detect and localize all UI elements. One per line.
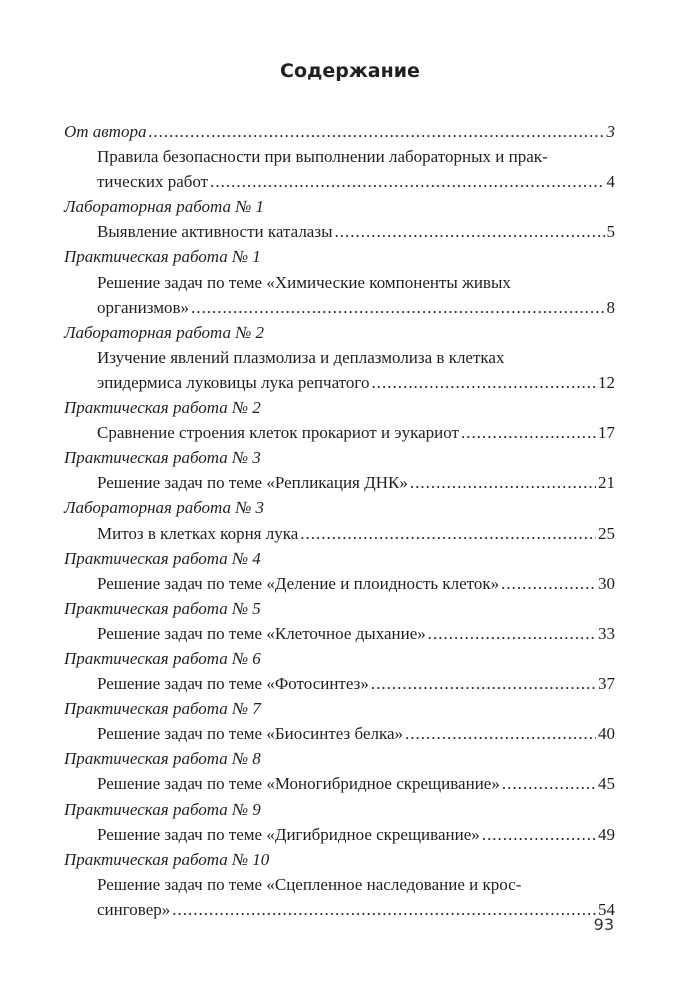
entry-text: организмов» <box>97 297 189 317</box>
entry-text: Выявление активности каталазы <box>97 222 333 242</box>
leader-dots <box>405 721 596 746</box>
toc-entry-line[interactable] <box>64 295 615 320</box>
toc-heading[interactable] <box>64 546 615 571</box>
leader-dots <box>172 897 596 922</box>
page-ref: 5 <box>606 222 615 242</box>
toc-heading[interactable] <box>64 746 615 771</box>
page-ref: 3 <box>606 122 615 141</box>
toc-heading[interactable] <box>64 495 615 520</box>
toc-entry-line[interactable] <box>64 822 615 847</box>
toc-entry-line[interactable] <box>64 571 615 596</box>
heading-text: От автора <box>64 122 147 141</box>
leader-dots <box>371 671 596 696</box>
heading-text: Практическая работа № 1 <box>64 247 261 267</box>
heading-text: Практическая работа № 8 <box>64 749 261 769</box>
heading-text: Лабораторная работа № 1 <box>64 197 265 217</box>
page-number: 93 <box>593 915 614 934</box>
heading-text: Практическая работа № 7 <box>64 699 261 719</box>
page-ref: 37 <box>598 674 615 694</box>
toc-heading[interactable] <box>64 797 615 822</box>
toc-entry-line[interactable] <box>64 621 615 646</box>
toc-heading[interactable] <box>64 847 615 872</box>
toc-entry-line[interactable] <box>64 521 615 546</box>
toc-heading[interactable] <box>64 445 615 470</box>
page-ref: 54 <box>598 899 615 919</box>
toc-entry-line[interactable] <box>64 219 615 244</box>
toc-entry-line[interactable] <box>64 144 615 169</box>
leader-dots <box>410 470 596 495</box>
toc-entry-line[interactable] <box>64 345 615 370</box>
toc-heading[interactable] <box>64 696 615 721</box>
toc-heading[interactable] <box>64 596 615 621</box>
entry-text: Решение задач по теме «Репликация ДНК» <box>97 473 408 493</box>
toc-entry-line[interactable] <box>64 470 615 495</box>
toc-heading[interactable] <box>64 395 615 420</box>
page-ref: 33 <box>598 623 615 643</box>
toc-entry-line[interactable] <box>64 370 615 395</box>
page-title: Содержание <box>280 60 420 82</box>
entry-text: Решение задач по теме «Сцепленное наследование и крос- <box>97 874 522 894</box>
toc-entry-line[interactable] <box>64 420 615 445</box>
entry-text: Решение задач по теме «Химические компоненты живых <box>97 272 511 292</box>
leader-dots <box>148 119 604 144</box>
toc-heading[interactable] <box>64 646 615 671</box>
page-ref: 40 <box>598 724 615 744</box>
toc-heading[interactable] <box>64 244 615 269</box>
entry-text: тических работ <box>97 172 209 192</box>
page-ref: 17 <box>598 423 615 443</box>
page-ref: 21 <box>598 473 615 493</box>
page-ref: 12 <box>598 372 615 392</box>
toc-entry-line[interactable] <box>64 872 615 897</box>
leader-dots <box>371 370 596 395</box>
page-ref: 4 <box>606 172 615 192</box>
entry-text: Решение задач по теме «Дигибридное скрещивание» <box>97 824 480 844</box>
page-ref: 49 <box>598 824 615 844</box>
toc-entry-line[interactable] <box>64 671 615 696</box>
toc-heading[interactable] <box>64 194 615 219</box>
leader-dots <box>210 169 604 194</box>
heading-text: Практическая работа № 2 <box>64 398 261 418</box>
entry-text: Решение задач по теме «Моногибридное скрещивание» <box>97 774 500 794</box>
leader-dots <box>335 219 605 244</box>
entry-text: Решение задач по теме «Клеточное дыхание» <box>97 623 426 643</box>
toc-entry-line[interactable] <box>64 270 615 295</box>
leader-dots <box>482 822 596 847</box>
toc-entry-line[interactable] <box>64 721 615 746</box>
entry-text: Решение задач по теме «Деление и плоидность клеток» <box>97 573 500 593</box>
leader-dots <box>501 571 596 596</box>
leader-dots <box>191 295 605 320</box>
leader-dots <box>502 771 596 796</box>
entry-text: Митоз в клетках корня лука <box>97 523 299 543</box>
entry-text: синговер» <box>97 899 171 919</box>
entry-text: эпидермиса луковицы лука репчатого <box>97 372 370 392</box>
leader-dots <box>461 420 596 445</box>
heading-text: Практическая работа № 10 <box>64 849 270 869</box>
toc-heading[interactable] <box>64 320 615 345</box>
heading-text: Практическая работа № 4 <box>64 548 261 568</box>
entry-text: Правила безопасности при выполнении лабораторных и прак- <box>97 147 548 167</box>
page-ref: 45 <box>598 774 615 794</box>
heading-text: Лабораторная работа № 2 <box>64 322 265 342</box>
toc-entry-line[interactable] <box>64 771 615 796</box>
page-ref: 25 <box>598 523 615 543</box>
heading-text: Практическая работа № 6 <box>64 648 261 668</box>
entry-text: Изучение явлений плазмолиза и деплазмолиза в клетках <box>97 347 505 367</box>
page-ref: 8 <box>606 297 615 317</box>
heading-text: Практическая работа № 3 <box>64 448 261 468</box>
heading-text: Практическая работа № 5 <box>64 598 261 618</box>
toc-heading[interactable] <box>64 119 615 144</box>
table-of-contents <box>64 119 615 922</box>
heading-text: Практическая работа № 9 <box>64 799 261 819</box>
page-ref: 30 <box>598 573 615 593</box>
entry-text: Решение задач по теме «Биосинтез белка» <box>97 724 404 744</box>
leader-dots <box>428 621 596 646</box>
entry-text: Решение задач по теме «Фотосинтез» <box>97 674 369 694</box>
toc-entry-line[interactable] <box>64 169 615 194</box>
leader-dots <box>300 521 596 546</box>
entry-text: Сравнение строения клеток прокариот и эукариот <box>97 423 459 443</box>
toc-entry-line[interactable] <box>64 897 615 922</box>
heading-text: Лабораторная работа № 3 <box>64 498 265 518</box>
